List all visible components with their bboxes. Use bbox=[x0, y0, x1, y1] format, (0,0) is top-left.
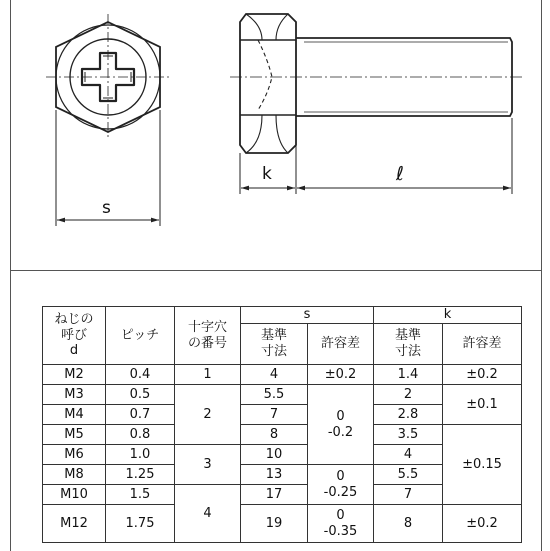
cell-k-basic: 2 bbox=[374, 385, 443, 405]
cell-d: M2 bbox=[43, 365, 106, 385]
screw-drawing bbox=[0, 0, 550, 270]
front-view bbox=[46, 14, 170, 140]
cell-k-tolerance: ±0.2 bbox=[443, 505, 522, 543]
cell-s-basic: 17 bbox=[241, 485, 308, 505]
header-recess-number: 十字穴 の番号 bbox=[175, 307, 241, 365]
cell-d: M12 bbox=[43, 505, 106, 543]
cell-s-tolerance: 0 -0.35 bbox=[308, 505, 374, 543]
cell-k-tolerance: ±0.2 bbox=[443, 365, 522, 385]
header-nominal-diameter: ねじの 呼び d bbox=[43, 307, 106, 365]
cell-s-tolerance: ±0.2 bbox=[308, 365, 374, 385]
cell-k-basic: 7 bbox=[374, 485, 443, 505]
header-s: s bbox=[241, 307, 374, 324]
cell-s-basic: 10 bbox=[241, 445, 308, 465]
header-s-tolerance: 許容差 bbox=[308, 324, 374, 365]
header-k-tolerance: 許容差 bbox=[443, 324, 522, 365]
k-l-dimension bbox=[240, 118, 512, 194]
cell-d: M10 bbox=[43, 485, 106, 505]
cell-recess: 3 bbox=[175, 445, 241, 485]
table-row bbox=[43, 505, 522, 543]
s-dimension-label: s bbox=[102, 198, 111, 218]
side-view bbox=[230, 14, 522, 153]
cell-s-basic: 4 bbox=[241, 365, 308, 385]
table-row bbox=[43, 365, 522, 385]
cell-k-basic: 3.5 bbox=[374, 425, 443, 445]
cell-s-tolerance: 0 -0.2 bbox=[308, 385, 374, 465]
cell-pitch: 1.5 bbox=[106, 485, 175, 505]
cell-k-tolerance: ±0.1 bbox=[443, 385, 522, 425]
cell-d: M3 bbox=[43, 385, 106, 405]
cell-s-basic: 13 bbox=[241, 465, 308, 485]
cell-s-basic: 8 bbox=[241, 425, 308, 445]
cell-k-basic: 5.5 bbox=[374, 465, 443, 485]
table-row bbox=[43, 385, 522, 405]
cell-k-basic: 8 bbox=[374, 505, 443, 543]
cell-pitch: 0.4 bbox=[106, 365, 175, 385]
cell-s-basic: 19 bbox=[241, 505, 308, 543]
cell-d: M6 bbox=[43, 445, 106, 465]
cell-pitch: 0.8 bbox=[106, 425, 175, 445]
specification-table bbox=[42, 306, 522, 543]
cell-k-basic: 2.8 bbox=[374, 405, 443, 425]
l-dimension-label: ℓ bbox=[396, 163, 404, 185]
table-row bbox=[43, 425, 522, 445]
header-pitch: ピッチ bbox=[106, 307, 175, 365]
cell-k-basic: 4 bbox=[374, 445, 443, 465]
cell-pitch: 1.0 bbox=[106, 445, 175, 465]
cell-s-basic: 7 bbox=[241, 405, 308, 425]
header-k-basic: 基準 寸法 bbox=[374, 324, 443, 365]
cell-s-basic: 5.5 bbox=[241, 385, 308, 405]
header-s-basic: 基準 寸法 bbox=[241, 324, 308, 365]
cell-pitch: 1.75 bbox=[106, 505, 175, 543]
cell-d: M8 bbox=[43, 465, 106, 485]
header-k: k bbox=[374, 307, 522, 324]
cell-pitch: 1.25 bbox=[106, 465, 175, 485]
cell-pitch: 0.7 bbox=[106, 405, 175, 425]
cell-pitch: 0.5 bbox=[106, 385, 175, 405]
cell-s-tolerance: 0 -0.25 bbox=[308, 465, 374, 505]
cell-k-tolerance: ±0.15 bbox=[443, 425, 522, 505]
cell-recess: 1 bbox=[175, 365, 241, 385]
k-dimension-label: k bbox=[262, 164, 272, 184]
cell-recess: 2 bbox=[175, 385, 241, 445]
cell-k-basic: 1.4 bbox=[374, 365, 443, 385]
cell-recess: 4 bbox=[175, 485, 241, 543]
cell-d: M5 bbox=[43, 425, 106, 445]
cell-d: M4 bbox=[43, 405, 106, 425]
